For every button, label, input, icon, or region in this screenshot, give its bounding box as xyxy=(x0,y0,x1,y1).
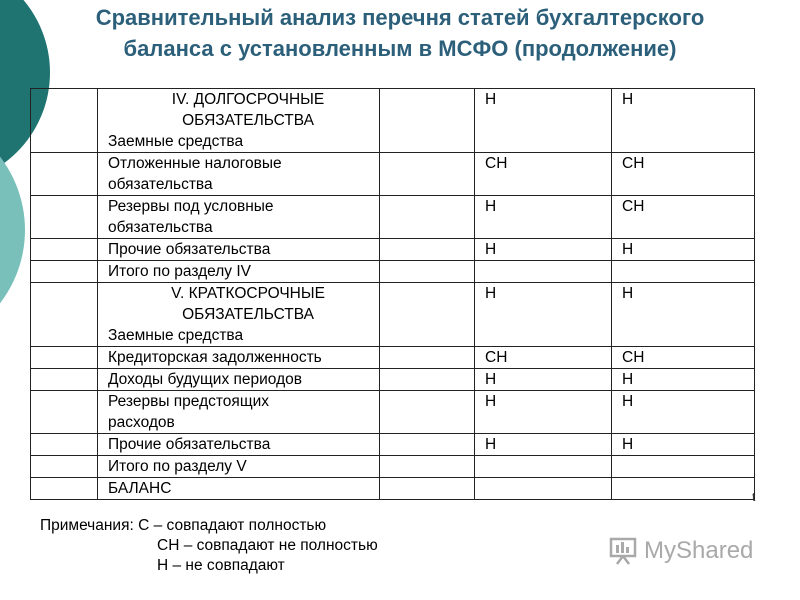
item-label: обязательства xyxy=(108,219,213,236)
table-row xyxy=(31,153,755,196)
slide-title xyxy=(0,2,800,64)
note-line: Примечания: С – совпадают полностью xyxy=(40,517,327,534)
logo-text: MyShared xyxy=(644,537,754,564)
section-heading-line: IV. ДОЛГОСРОЧНЫЕ xyxy=(171,91,325,108)
item-label: обязательства xyxy=(108,176,213,193)
table-cell-empty xyxy=(380,369,475,391)
table-cell-item: БАЛАНС xyxy=(98,478,380,500)
table-cell-value: Н xyxy=(612,434,755,456)
table-cell-empty xyxy=(380,391,475,434)
table-cell-empty xyxy=(380,456,475,478)
table-cell-item: Итого по разделу IV xyxy=(98,261,380,283)
table-cell-value: Н xyxy=(612,283,755,347)
table-cell-item xyxy=(98,196,380,239)
table-cell-item: Доходы будущих периодов xyxy=(98,369,380,391)
note-line: СН – совпадают не полностью xyxy=(157,537,378,554)
section-heading-line: V. КРАТКОСРОЧНЫЕ xyxy=(171,285,325,302)
table-cell-empty xyxy=(380,196,475,239)
table-row xyxy=(31,261,755,283)
item-label: расходов xyxy=(108,414,175,431)
note-line: Н – не совпадают xyxy=(157,557,285,574)
table-cell-value xyxy=(612,478,755,500)
table-cell-value: СН xyxy=(612,347,755,369)
table-cell-item xyxy=(98,89,380,153)
table-cell-value xyxy=(612,456,755,478)
table-cell-empty xyxy=(31,478,98,500)
corner-mark: t xyxy=(752,490,756,504)
table-cell-value: Н xyxy=(612,89,755,153)
table-row xyxy=(31,478,755,500)
table-cell-empty xyxy=(31,196,98,239)
table-cell-item: Кредиторская задолженность xyxy=(98,347,380,369)
table-row xyxy=(31,391,755,434)
table-row xyxy=(31,239,755,261)
table-cell-empty xyxy=(31,456,98,478)
table-cell-value: Н xyxy=(612,369,755,391)
table-cell-value: Н xyxy=(475,391,612,434)
table-cell-value xyxy=(475,261,612,283)
table-cell-empty xyxy=(31,434,98,456)
table-cell-value: СН xyxy=(612,153,755,196)
table-cell-empty xyxy=(31,391,98,434)
table-cell-value xyxy=(612,261,755,283)
table-cell-empty xyxy=(380,153,475,196)
table-row xyxy=(31,347,755,369)
balance-comparison-table xyxy=(30,88,755,500)
table-cell-empty xyxy=(380,434,475,456)
table-cell-empty xyxy=(31,347,98,369)
table-cell-value xyxy=(475,478,612,500)
table-cell-value: Н xyxy=(475,283,612,347)
table-cell-value: Н xyxy=(612,239,755,261)
table-cell-empty xyxy=(31,283,98,347)
table-cell-item: Прочие обязательства xyxy=(98,239,380,261)
slide-title-line-1: Сравнительный анализ перечня статей бухгалтерского xyxy=(95,5,705,30)
table-row xyxy=(31,283,755,347)
table-row xyxy=(31,196,755,239)
table-cell-value: СН xyxy=(612,196,755,239)
table-row xyxy=(31,369,755,391)
table-cell-item xyxy=(98,391,380,434)
item-label: Резервы под условные xyxy=(108,198,274,215)
table-cell-empty xyxy=(380,283,475,347)
table-cell-empty xyxy=(31,89,98,153)
table-cell-item: Прочие обязательства xyxy=(98,434,380,456)
table-cell-value: Н xyxy=(475,434,612,456)
table-cell-empty xyxy=(31,239,98,261)
slide-title-line-2: баланса с установленным в МСФО (продолжение) xyxy=(123,36,677,61)
table-cell-empty xyxy=(380,478,475,500)
table-cell-empty xyxy=(380,239,475,261)
section-heading-line: ОБЯЗАТЕЛЬСТВА xyxy=(182,112,314,129)
table-row xyxy=(31,434,755,456)
table-cell-value xyxy=(475,456,612,478)
item-label: Отложенные налоговые xyxy=(108,155,282,172)
presentation-board-icon xyxy=(608,536,638,566)
table-cell-empty xyxy=(31,369,98,391)
table-cell-value: Н xyxy=(475,89,612,153)
table-cell-item xyxy=(98,153,380,196)
table-cell-value: Н xyxy=(475,369,612,391)
table-cell-empty xyxy=(380,89,475,153)
table-row xyxy=(31,456,755,478)
table-cell-value: СН xyxy=(475,347,612,369)
table-cell-item: Итого по разделу V xyxy=(98,456,380,478)
table-cell-value: Н xyxy=(475,239,612,261)
item-label: Заемные средства xyxy=(108,133,244,150)
section-heading-line: ОБЯЗАТЕЛЬСТВА xyxy=(182,306,314,323)
table-row xyxy=(31,89,755,153)
item-label: Заемные средства xyxy=(108,327,244,344)
legend-notes xyxy=(40,516,378,576)
item-label: Резервы предстоящих xyxy=(108,393,269,410)
table-cell-item xyxy=(98,283,380,347)
table-cell-value: Н xyxy=(612,391,755,434)
table-cell-empty xyxy=(380,347,475,369)
table-cell-value: Н xyxy=(475,196,612,239)
table-cell-empty xyxy=(380,261,475,283)
table-cell-empty xyxy=(31,153,98,196)
table-cell-empty xyxy=(31,261,98,283)
myshared-logo xyxy=(608,536,753,566)
table-cell-value: СН xyxy=(475,153,612,196)
